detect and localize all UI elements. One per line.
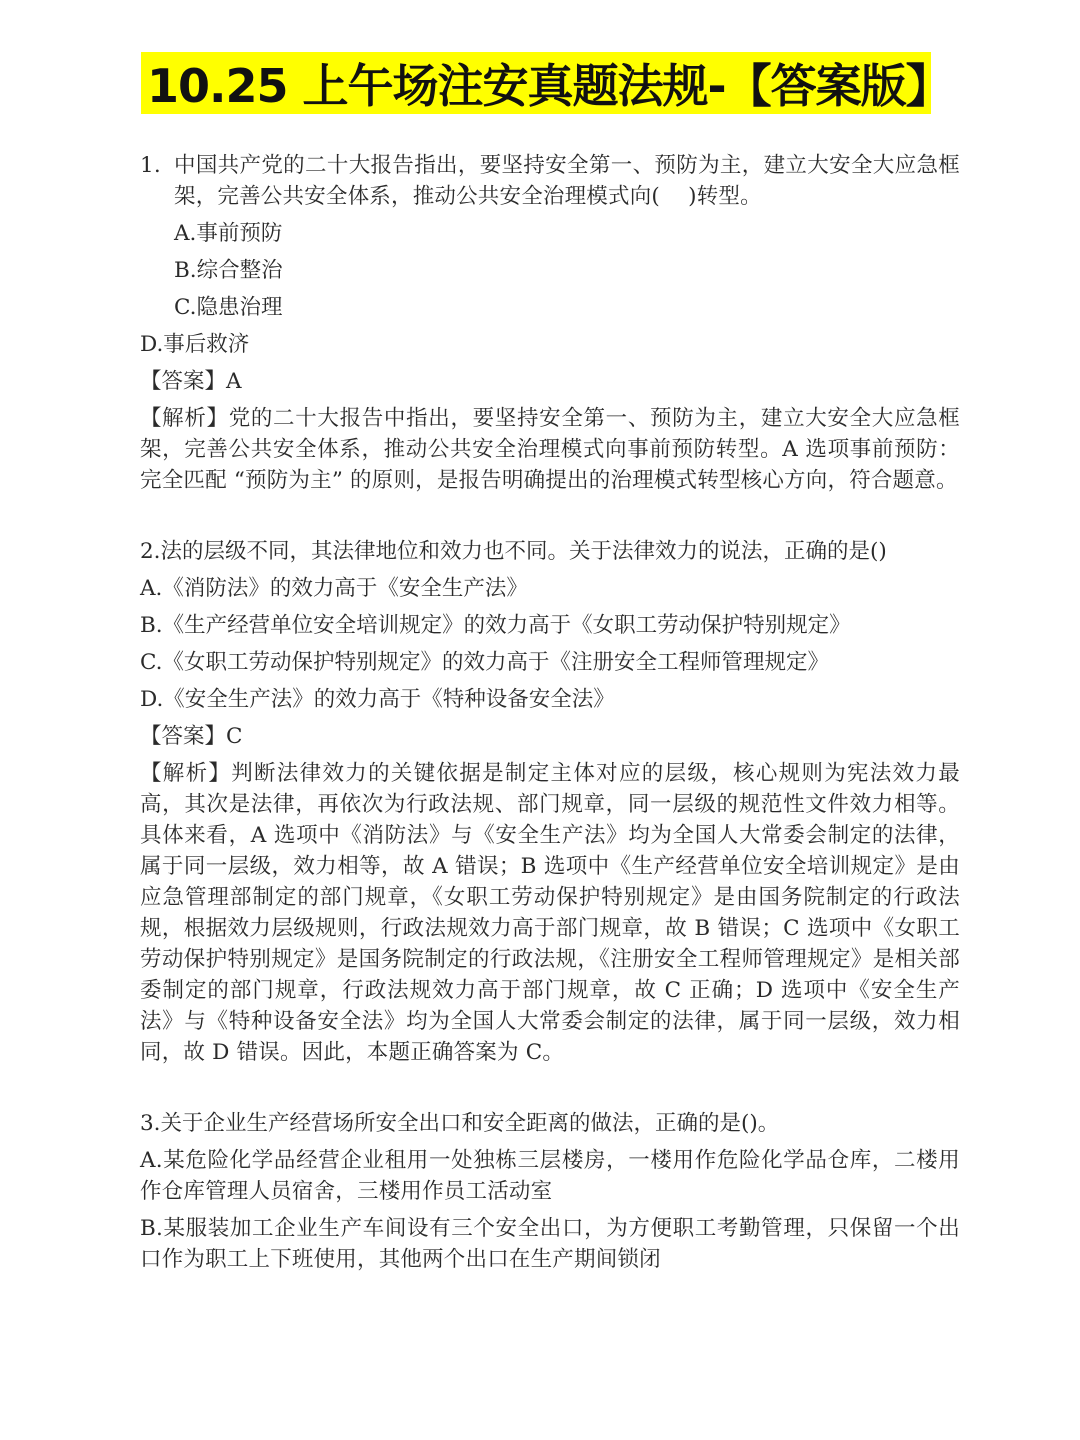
question-3	[140, 1108, 960, 1275]
question-1	[140, 150, 960, 496]
option-c: C.隐患治理	[174, 295, 283, 320]
answer: 【答案】C	[140, 724, 243, 749]
option-d: D.事后救济	[140, 332, 250, 357]
option-c: C.《女职工劳动保护特别规定》的效力高于《注册安全工程师管理规定》	[140, 650, 830, 675]
question-number: 3.	[140, 1111, 161, 1136]
question-text: 关于企业生产经营场所安全出口和安全距离的做法，正确的是()。	[160, 1111, 780, 1136]
option-d: D.《安全生产法》的效力高于《特种设备安全法》	[140, 687, 615, 712]
question-number: 2.	[140, 539, 161, 564]
option-b: B.某服装加工企业生产车间设有三个安全出口，为方便职工考勤管理，只保留一个出口作为职工上下班使用，其他两个出口在生产期间锁闭	[140, 1216, 960, 1272]
option-a: A.事前预防	[174, 221, 283, 246]
question-stem	[140, 1108, 960, 1139]
option-b: B.《生产经营单位安全培训规定》的效力高于《女职工劳动保护特别规定》	[140, 613, 851, 638]
analysis: 【解析】党的二十大报告中指出，要坚持安全第一、预防为主，建立大安全大应急框架，完善公共安全体系，推动公共安全治理模式向事前预防转型。A 选项事前预防：完全匹配 “预防为主” 的原则，是报告明确提出的治理模式转型核心方向，符合题意。	[140, 406, 960, 493]
question-stem	[140, 150, 960, 212]
analysis: 【解析】判断法律效力的关键依据是制定主体对应的层级，核心规则为宪法效力最高，其次是法律，再依次为行政法规、部门规章，同一层级的规范性文件效力相等。具体来看，A 选项中《消防法》与《安全生产法》均为全国人大常委会制定的法律，属于同一层级，效力相等，故 A 错误；B 选项中《生产经营单位安全培训规定》是由应急管理部制定的部门规章，《女职工劳动保护特别规定》是由国务院制定的行政法规，根据效力层级规则，行政法规效力高于部门规章，故 B 错误；C 选项中《女职工劳动保护特别规定》是国务院制定的行政法规，《注册安全工程师管理规定》是相关部委制定的部门规章，行政法规效力高于部门规章，故 C 正确；D 选项中《安全生产法》与《特种设备安全法》均为全国人大常委会制定的法律，属于同一层级，效力相同，故 D 错误。因此，本题正确答案为 C。	[140, 761, 960, 1065]
option-b: B.综合整治	[174, 258, 283, 283]
question-stem	[140, 536, 960, 567]
question-text: 中国共产党的二十大报告指出，要坚持安全第一、预防为主，建立大安全大应急框架，完善公共安全体系，推动公共安全治理模式向( )转型。	[174, 153, 960, 209]
title-banner	[141, 52, 951, 114]
question-text: 法的层级不同，其法律地位和效力也不同。关于法律效力的说法，正确的是()	[160, 539, 887, 564]
option-a: A.《消防法》的效力高于《安全生产法》	[140, 576, 528, 601]
question-number: 1.	[140, 153, 161, 178]
question-2	[140, 536, 960, 1068]
document-body	[140, 150, 960, 1275]
option-a: A.某危险化学品经营企业租用一处独栋三层楼房，一楼用作危险化学品仓库，二楼用作仓库管理人员宿舍，三楼用作员工活动室	[140, 1148, 960, 1204]
answer: 【答案】A	[140, 369, 242, 394]
page-title: 10.25 上午场注安真题法规-【答案版】	[147, 59, 951, 113]
